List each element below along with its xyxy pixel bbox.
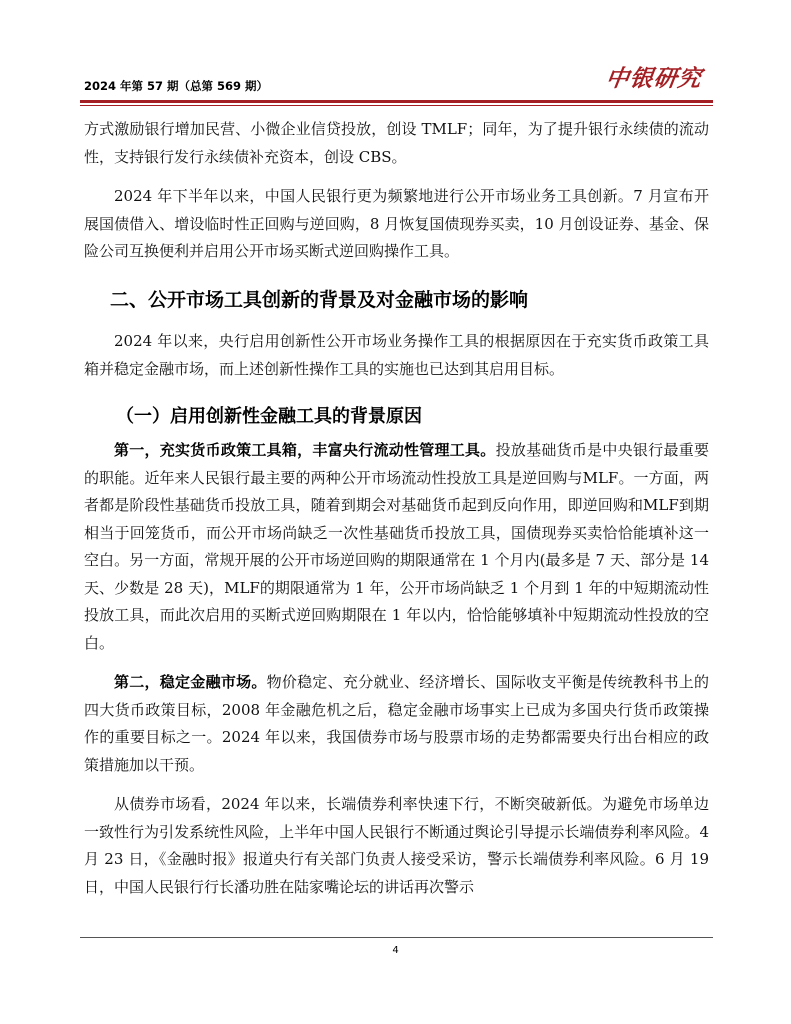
header-rule-thick <box>80 100 713 103</box>
page-number: 4 <box>392 945 399 956</box>
body-block-3 <box>84 437 709 901</box>
issue-label: 2024 年第 57 期（总第 569 期） <box>84 79 269 93</box>
footer-rule <box>80 937 713 938</box>
body-block-2 <box>84 328 709 383</box>
subsection-heading: （一）启用创新性金融工具的背景原因 <box>116 406 422 427</box>
paragraph: 2024 年以来，央行启用创新性公开市场业务操作工具的根据原因在于充实货币政策工具箱并稳定金融市场，而上述创新性操作工具的实施也已达到其启用目标。 <box>84 332 709 378</box>
header-rule-thin <box>80 105 713 106</box>
paragraph: 2024 年下半年以来，中国人民银行更为频繁地进行公开市场业务工具创新。7 月宣布开展国债借入、增设临时性正回购与逆回购，8 月恢复国债现券买卖，10 月创设证券、基金、保险公司互换便利并启用公开市场买断式逆回购操作工具。 <box>84 187 709 260</box>
paragraph-body: 投放基础货币是中央银行最重要的职能。近年来人民银行最主要的两种公开市场流动性投放工具是逆回购与MLF。一方面，两者都是阶段性基础货币投放工具，随着到期会对基础货币起到反向作用，即逆回购和MLF到期相当于回笼货币，而公开市场尚缺乏一次性基础货币投放工具，国债现券买卖恰恰能填补这一空白。另一方面，常规开展的公开市场逆回购的期限通常在 1 个月内(最多是 7 天、部分是 14 天、少数是 28 天)，MLF的期限通常为 1 年，公开市场尚缺乏 1 个月到 1 年的中短期流动性投放工具，而此次启用的买断式逆回购期限在 1 年以内，恰恰能够填补中短期流动性投放的空白。 <box>84 441 709 652</box>
paragraph <box>84 437 709 657</box>
paragraph-body: 物价稳定、充分就业、经济增长、国际收支平衡是传统教科书上的四大货币政策目标，2008 年金融危机之后，稳定金融市场事实上已成为多国央行货币政策操作的重要目标之一。2024 年以来，我国债券市场与股票市场的走势都需要央行出台相应的政策措施加以干预。 <box>84 673 709 774</box>
brand-logo: 中银研究 <box>603 65 704 92</box>
paragraph <box>84 669 709 779</box>
paragraph: 方式激励银行增加民营、小微企业信贷投放，创设 TMLF；同年，为了提升银行永续债的流动性，支持银行发行永续债补充资本，创设 CBS。 <box>84 120 709 166</box>
body-block-1 <box>84 116 709 266</box>
paragraph-lead: 第二，稳定金融市场。 <box>114 673 267 691</box>
paragraph-lead: 第一，充实货币政策工具箱，丰富央行流动性管理工具。 <box>114 441 496 459</box>
section-heading: 二、公开市场工具创新的背景及对金融市场的影响 <box>110 289 529 311</box>
paragraph: 从债券市场看，2024 年以来，长端债券利率快速下行，不断突破新低。为避免市场单边一致性行为引发系统性风险，上半年中国人民银行不断通过舆论引导提示长端债券利率风险。4 月 23 日，《金融时报》报道央行有关部门负责人接受采访，警示长端债券利率风险。6 月 19 日，中国人民银行行长潘功胜在陆家嘴论坛的讲话再次警示 <box>84 795 709 896</box>
